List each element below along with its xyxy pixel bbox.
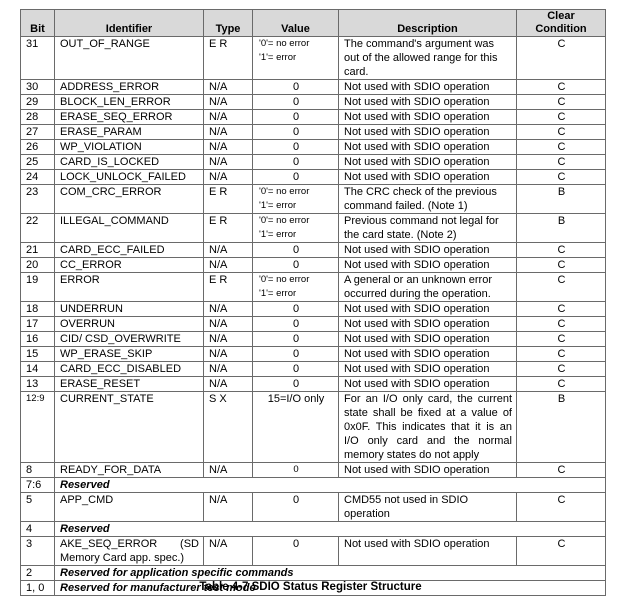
description-cell: Not used with SDIO operation [339,155,517,170]
description-cell: Not used with SDIO operation [339,80,517,95]
clear-condition-cell: C [517,125,606,140]
header-value: Value [253,10,339,37]
type-cell: N/A [204,125,253,140]
description-cell: Not used with SDIO operation [339,332,517,347]
identifier-cell: WP_ERASE_SKIP [55,347,204,362]
identifier-cell: ADDRESS_ERROR [55,80,204,95]
bit-cell: 17 [21,317,55,332]
value-cell: 0 [253,362,339,377]
bit-cell: 12:9 [21,392,55,463]
bit-cell: 15 [21,347,55,362]
clear-condition-cell: C [517,377,606,392]
type-cell: N/A [204,170,253,185]
table-row [21,140,606,155]
type-cell: N/A [204,362,253,377]
description-cell: Not used with SDIO operation [339,537,517,566]
value-line: '1'= error [259,200,297,211]
identifier-cell: ERASE_SEQ_ERROR [55,110,204,125]
bit-cell: 1, 0 [21,581,55,596]
identifier-cell: OVERRUN [55,317,204,332]
type-cell: N/A [204,243,253,258]
description-cell: Not used with SDIO operation [339,125,517,140]
description-cell: Not used with SDIO operation [339,243,517,258]
value-cell [253,185,339,214]
identifier-cell: ERROR [55,273,204,302]
clear-condition-cell: C [517,140,606,155]
table-body [21,37,606,596]
table-row [21,170,606,185]
table-row [21,332,606,347]
value-cell: 0 [253,463,339,478]
identifier-cell: CC_ERROR [55,258,204,273]
identifier-cell: ILLEGAL_COMMAND [55,214,204,243]
type-cell: N/A [204,95,253,110]
header-clear-line1: Clear [547,10,575,22]
value-cell: 0 [253,377,339,392]
clear-condition-cell: C [517,317,606,332]
description-cell: Not used with SDIO operation [339,463,517,478]
identifier-cell: CURRENT_STATE [55,392,204,463]
table-row [21,537,606,566]
bit-cell: 25 [21,155,55,170]
header-identifier: Identifier [55,10,204,37]
identifier-cell: BLOCK_LEN_ERROR [55,95,204,110]
header-clear-line2: Condition [535,23,587,35]
reserved-cell: Reserved for manufacturer test mode [55,581,606,596]
header-description: Description [339,10,517,37]
description-cell: Not used with SDIO operation [339,317,517,332]
description-cell: Not used with SDIO operation [339,302,517,317]
type-cell: S X [204,392,253,463]
description-cell: Not used with SDIO operation [339,110,517,125]
reserved-cell: Reserved [55,478,606,493]
clear-condition-cell: C [517,273,606,302]
value-line: '0'= no error [259,38,310,49]
value-line: '1'= error [259,229,297,240]
clear-condition-cell: C [517,537,606,566]
bit-cell: 30 [21,80,55,95]
value-cell: 0 [253,95,339,110]
bit-cell: 21 [21,243,55,258]
value-cell: 15=I/O only [253,392,339,463]
value-cell: 0 [253,140,339,155]
value-cell: 0 [253,332,339,347]
clear-condition-cell: C [517,493,606,522]
type-cell: N/A [204,463,253,478]
identifier-cell: ERASE_RESET [55,377,204,392]
bit-cell: 26 [21,140,55,155]
description-cell: For an I/O only card, the current state shall be fixed at a value of 0x0F. This indicates that it is an I/O only card and the normal memory states do not apply [339,392,517,463]
clear-condition-cell: B [517,392,606,463]
clear-condition-cell: C [517,463,606,478]
value-cell: 0 [253,110,339,125]
reserved-row [21,478,606,493]
description-cell: Not used with SDIO operation [339,95,517,110]
bit-cell: 28 [21,110,55,125]
type-cell: E R [204,273,253,302]
clear-condition-cell: B [517,214,606,243]
description-cell: Not used with SDIO operation [339,377,517,392]
value-cell [253,273,339,302]
table-row [21,95,606,110]
clear-condition-cell: C [517,243,606,258]
type-cell: N/A [204,377,253,392]
identifier-cell: LOCK_UNLOCK_FAILED [55,170,204,185]
bit-cell: 2 [21,566,55,581]
clear-condition-cell: B [517,185,606,214]
table-row [21,155,606,170]
identifier-cell: CID/ CSD_OVERWRITE [55,332,204,347]
description-cell: Not used with SDIO operation [339,362,517,377]
bit-cell: 19 [21,273,55,302]
type-cell: N/A [204,110,253,125]
clear-condition-cell: C [517,302,606,317]
value-cell: 0 [253,537,339,566]
type-cell: N/A [204,537,253,566]
reserved-row [21,522,606,537]
type-cell: N/A [204,140,253,155]
identifier-cell: READY_FOR_DATA [55,463,204,478]
bit-cell: 22 [21,214,55,243]
value-cell: 0 [253,80,339,95]
clear-condition-cell: C [517,37,606,80]
bit-cell: 5 [21,493,55,522]
bit-cell: 23 [21,185,55,214]
identifier-cell: CARD_IS_LOCKED [55,155,204,170]
bit-cell: 16 [21,332,55,347]
clear-condition-cell: C [517,347,606,362]
identifier-cell: OUT_OF_RANGE [55,37,204,80]
bit-cell: 18 [21,302,55,317]
value-line: '0'= no error [259,274,310,285]
header-bit: Bit [21,10,55,37]
value-cell: 0 [253,125,339,140]
description-cell: Not used with SDIO operation [339,170,517,185]
table-header [21,10,606,37]
bit-cell: 24 [21,170,55,185]
table-row [21,214,606,243]
type-cell: N/A [204,317,253,332]
table-row [21,125,606,140]
bit-cell: 7:6 [21,478,55,493]
clear-condition-cell: C [517,95,606,110]
value-line: '0'= no error [259,215,310,226]
clear-condition-cell: C [517,362,606,377]
value-cell: 0 [253,302,339,317]
table-row [21,110,606,125]
description-cell: A general or an unknown error occurred during the operation. [339,273,517,302]
type-cell: E R [204,214,253,243]
type-cell: N/A [204,302,253,317]
description-cell: CMD55 not used in SDIO operation [339,493,517,522]
sdio-status-register-table [20,9,606,596]
bit-cell: 27 [21,125,55,140]
identifier-cell: UNDERRUN [55,302,204,317]
value-cell: 0 [253,155,339,170]
clear-condition-cell: C [517,80,606,95]
value-cell: 0 [253,170,339,185]
value-line: '0'= no error [259,186,310,197]
table-row [21,80,606,95]
identifier-cell: CARD_ECC_DISABLED [55,362,204,377]
clear-condition-cell: C [517,110,606,125]
header-clear-condition [517,10,606,37]
value-cell: 0 [253,493,339,522]
value-cell [253,214,339,243]
table-row [21,493,606,522]
reserved-row [21,566,606,581]
table-row [21,258,606,273]
table-row [21,37,606,80]
table-caption: Table 4-7 SDIO Status Register Structure [199,581,422,593]
table-row [21,392,606,463]
table-row [21,317,606,332]
type-cell: E R [204,37,253,80]
table-row [21,243,606,258]
identifier-cell: WP_VIOLATION [55,140,204,155]
table-row [21,377,606,392]
header-row [21,10,606,37]
identifier-cell: COM_CRC_ERROR [55,185,204,214]
type-cell: E R [204,185,253,214]
type-cell: N/A [204,493,253,522]
reserved-cell: Reserved [55,522,606,537]
description-cell: The command's argument was out of the allowed range for this card. [339,37,517,80]
bit-cell: 20 [21,258,55,273]
header-type: Type [204,10,253,37]
description-cell: The CRC check of the previous command failed. (Note 1) [339,185,517,214]
description-cell: Not used with SDIO operation [339,258,517,273]
table-row [21,347,606,362]
clear-condition-cell: C [517,332,606,347]
table-row [21,273,606,302]
reserved-cell: Reserved for application specific commands [55,566,606,581]
clear-condition-cell: C [517,258,606,273]
type-cell: N/A [204,80,253,95]
type-cell: N/A [204,347,253,362]
table-row [21,302,606,317]
identifier-cell: CARD_ECC_FAILED [55,243,204,258]
bit-cell: 8 [21,463,55,478]
value-cell [253,37,339,80]
bit-cell: 14 [21,362,55,377]
identifier-cell: AKE_SEQ_ERROR (SD Memory Card app. spec.) [55,537,204,566]
value-cell: 0 [253,317,339,332]
type-cell: N/A [204,332,253,347]
type-cell: N/A [204,155,253,170]
description-cell: Not used with SDIO operation [339,140,517,155]
bit-cell: 13 [21,377,55,392]
table-row [21,463,606,478]
value-line: '1'= error [259,288,297,299]
type-cell: N/A [204,258,253,273]
clear-condition-cell: C [517,155,606,170]
value-cell: 0 [253,243,339,258]
table-row [21,362,606,377]
value-line: '1'= error [259,52,297,63]
identifier-cell: ERASE_PARAM [55,125,204,140]
table-row [21,185,606,214]
identifier-cell: APP_CMD [55,493,204,522]
bit-cell: 3 [21,537,55,566]
value-cell: 0 [253,258,339,273]
bit-cell: 4 [21,522,55,537]
value-cell: 0 [253,347,339,362]
clear-condition-cell: C [517,170,606,185]
bit-cell: 31 [21,37,55,80]
bit-cell: 29 [21,95,55,110]
description-cell: Previous command not legal for the card state. (Note 2) [339,214,517,243]
description-cell: Not used with SDIO operation [339,347,517,362]
